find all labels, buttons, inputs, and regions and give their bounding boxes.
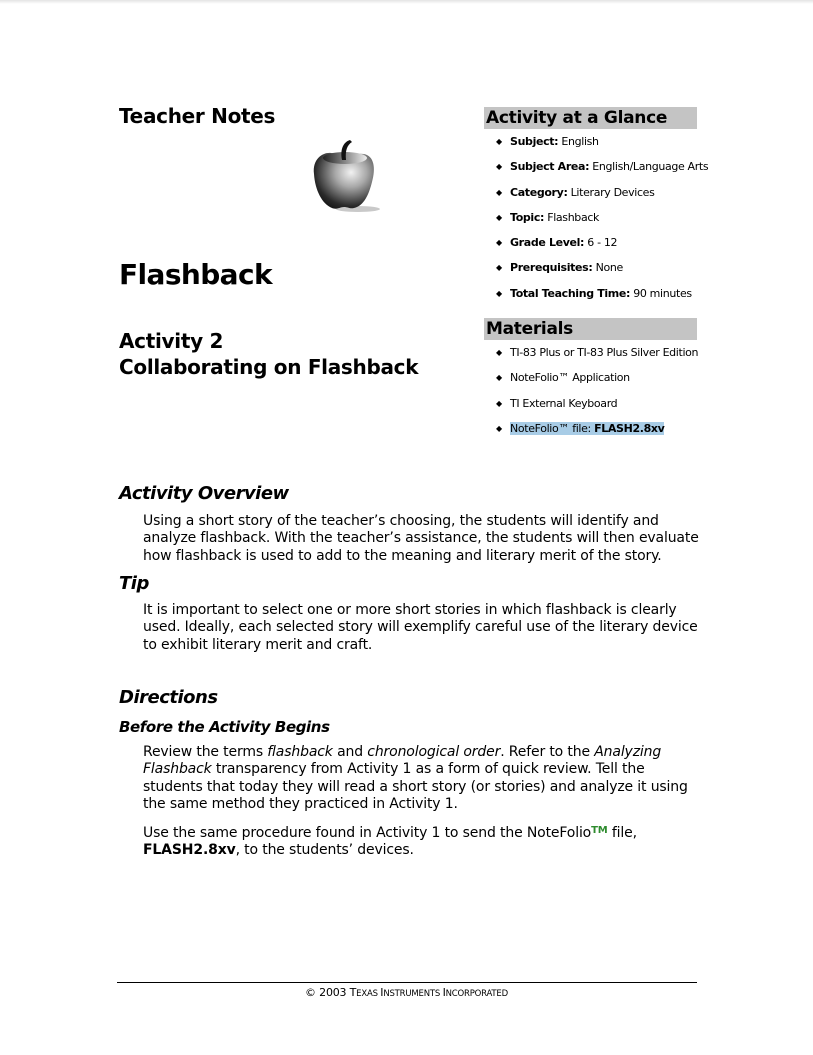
apple-icon	[306, 136, 386, 216]
glance-item-subject-area: ◆ Subject Area: English/Language Arts	[484, 154, 697, 179]
glance-heading: Activity at a Glance	[484, 107, 697, 129]
tip-heading: Tip	[119, 573, 149, 594]
glance-item-grade-level: ◆ Grade Level: 6 - 12	[484, 230, 697, 255]
glance-item-teaching-time: ◆ Total Teaching Time: 90 minutes	[484, 281, 697, 306]
activity-number: Activity 2	[119, 329, 224, 353]
diamond-bullet-icon: ◆	[496, 288, 502, 298]
diamond-bullet-icon: ◆	[496, 348, 502, 357]
materials-item-file[interactable]	[484, 416, 697, 441]
directions-paragraph-2: Use the same procedure found in Activity 1 to send the NoteFolio™ file, FLASH2.8xv, to the students’ devices.	[143, 825, 637, 859]
materials-heading: Materials	[484, 318, 697, 340]
before-activity-subheading: Before the Activity Begins	[119, 718, 330, 736]
materials-list	[484, 340, 697, 441]
activity-heading	[119, 328, 418, 380]
selected-text-highlight[interactable]: NoteFolio™ file: FLASH2.8xv	[510, 421, 665, 435]
diamond-bullet-icon: ◆	[496, 162, 502, 172]
overview-text: Using a short story of the teacher’s choosing, the students will identify and analyze flashback. With the teacher’s assistance, the students will then evaluate how flashback is used to add to the meaning and literary merit of the story.	[143, 513, 699, 564]
directions-paragraph-1: Review the terms flashback and chronological order. Refer to the Analyzing Flashback transparency from Activity 1 as a form of quick review. Tell the students that today they will read a short story (or stories) and analyze it using the same method they practiced in Activity 1.	[143, 744, 688, 813]
glance-list	[484, 129, 709, 306]
footer-divider	[117, 982, 697, 983]
activity-name: Collaborating on Flashback	[119, 355, 419, 379]
diamond-bullet-icon: ◆	[496, 373, 502, 383]
page-title: Flashback	[119, 258, 272, 291]
diamond-bullet-icon: ◆	[496, 423, 502, 433]
file-name: FLASH2.8xv	[594, 421, 665, 435]
file-name: FLASH2.8xv	[143, 842, 236, 859]
glance-item-topic: ◆ Topic: Flashback	[484, 205, 697, 230]
materials-section	[484, 318, 697, 441]
activity-at-a-glance	[484, 107, 709, 306]
materials-item: ◆ TI External Keyboard	[484, 391, 697, 416]
footer-copyright: © 2003 TEXAS INSTRUMENTS INCORPORATED	[305, 986, 508, 999]
materials-item: ◆ TI-83 Plus or TI-83 Plus Silver Edition	[484, 340, 697, 365]
diamond-bullet-icon: ◆	[496, 212, 502, 222]
diamond-bullet-icon: ◆	[496, 137, 502, 146]
tip-text: It is important to select one or more short stories in which flashback is clearly used. Ideally, each selected story will exemplify careful use of the literary device to exhibit literary merit and craft.	[143, 602, 698, 653]
glance-item-category: ◆ Category: Literary Devices	[484, 180, 697, 205]
diamond-bullet-icon: ◆	[496, 398, 502, 408]
diamond-bullet-icon: ◆	[496, 187, 502, 197]
teacher-notes-label: Teacher Notes	[119, 104, 276, 128]
diamond-bullet-icon: ◆	[496, 238, 502, 248]
overview-heading: Activity Overview	[119, 483, 289, 504]
trademark-symbol: TM	[591, 825, 608, 836]
glance-item-prerequisites: ◆ Prerequisites: None	[484, 255, 697, 280]
materials-item: ◆ NoteFolio™ Application	[484, 365, 697, 390]
glance-item-subject: ◆ Subject: English	[484, 129, 697, 154]
diamond-bullet-icon: ◆	[496, 263, 502, 273]
directions-heading: Directions	[119, 687, 218, 708]
